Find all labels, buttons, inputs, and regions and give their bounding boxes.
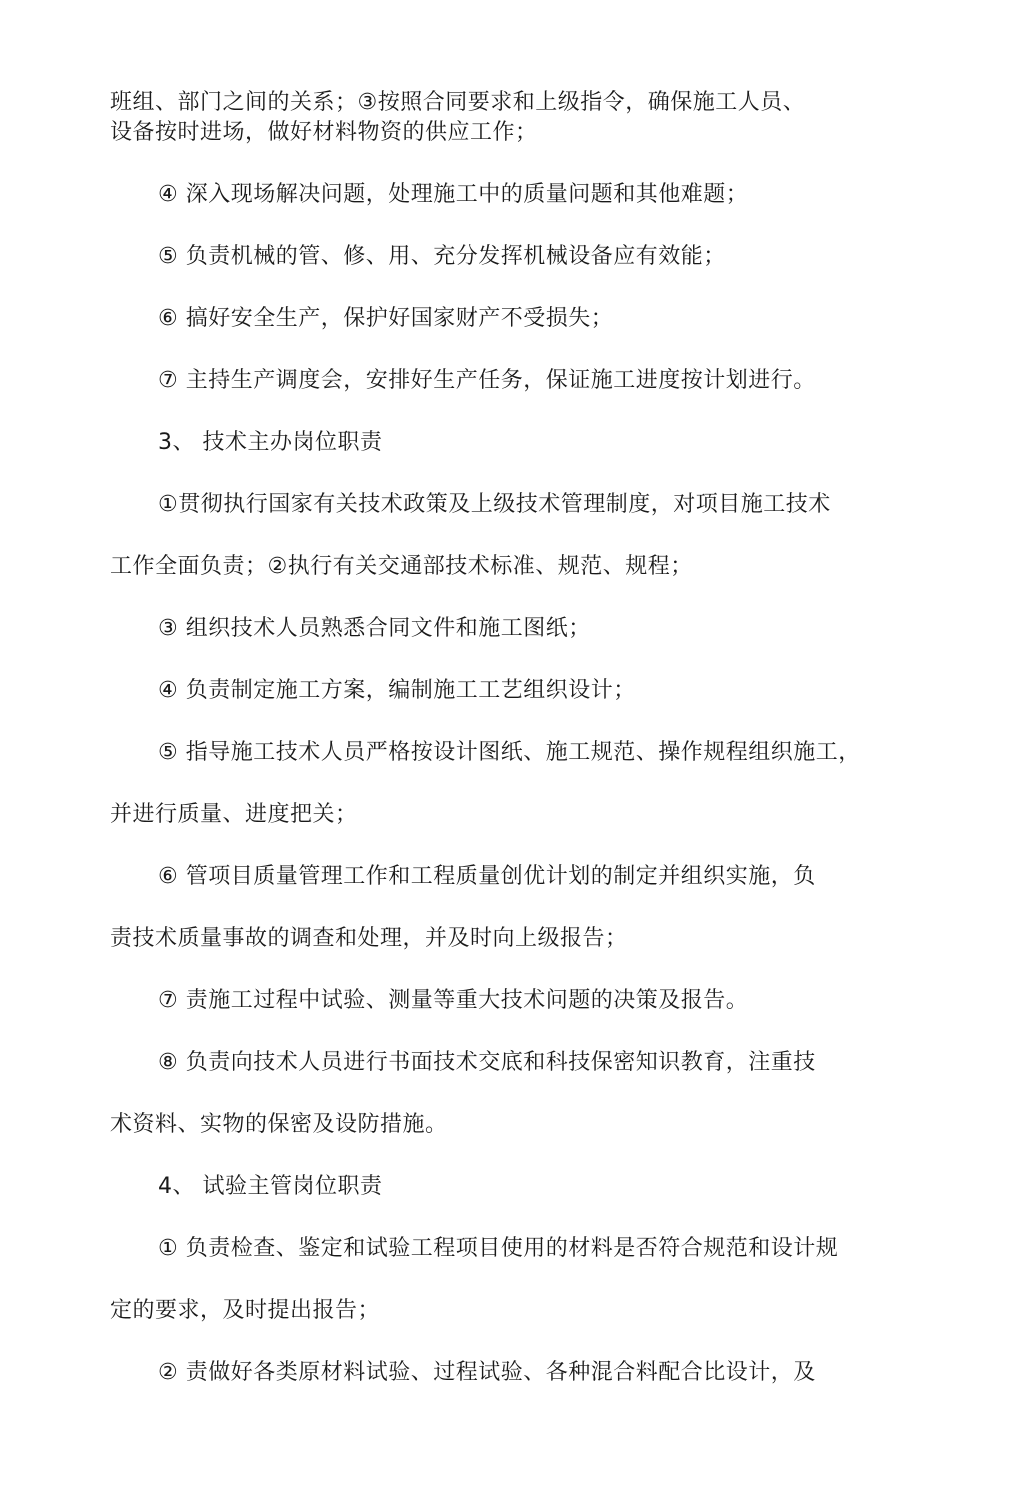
section-heading-4: 4、 试验主管岗位职责 <box>158 1174 383 1199</box>
list-item-4-1: ① 负责检查、鉴定和试验工程项目使用的材料是否符合规范和设计规 <box>158 1236 839 1261</box>
text-line-section3-1: ①贯彻执行国家有关技术政策及上级技术管理制度，对项目施工技术 <box>158 492 831 517</box>
list-item-7: ⑦ 主持生产调度会，安排好生产任务，保证施工进度按计划进行。 <box>158 368 816 393</box>
list-item-3-8: ⑧ 负责向技术人员进行书面技术交底和科技保密知识教育，注重技 <box>158 1050 816 1075</box>
list-item-3-5-cont: 并进行质量、进度把关； <box>110 802 358 827</box>
list-item-3-4: ④ 负责制定施工方案，编制施工工艺组织设计； <box>158 678 636 703</box>
list-item-3-7: ⑦ 责施工过程中试验、测量等重大技术问题的决策及报告。 <box>158 988 749 1013</box>
section-heading-3: 3、 技术主办岗位职责 <box>158 430 383 455</box>
list-item-4: ④ 深入现场解决问题，处理施工中的质量问题和其他难题； <box>158 182 749 207</box>
text-line-2: 设备按时进场，做好材料物资的供应工作； <box>110 120 538 145</box>
text-line-section3-2: 工作全面负责；②执行有关交通部技术标准、规范、规程； <box>110 554 693 579</box>
list-item-3-6-cont: 责技术质量事故的调查和处理，并及时向上级报告； <box>110 926 628 951</box>
list-item-6: ⑥ 搞好安全生产，保护好国家财产不受损失； <box>158 306 614 331</box>
text-line-1: 班组、部门之间的关系；③按照合同要求和上级指令，确保施工人员、 <box>110 90 806 115</box>
list-item-3-8-cont: 术资料、实物的保密及设防措施。 <box>110 1112 448 1137</box>
list-item-5: ⑤ 负责机械的管、修、用、充分发挥机械设备应有效能； <box>158 244 726 269</box>
list-item-3-5: ⑤ 指导施工技术人员严格按设计图纸、施工规范、操作规程组织施工， <box>158 740 861 765</box>
list-item-3-6: ⑥ 管项目质量管理工作和工程质量创优计划的制定并组织实施，负 <box>158 864 816 889</box>
list-item-4-1-cont: 定的要求，及时提出报告； <box>110 1298 381 1323</box>
list-item-3-3: ③ 组织技术人员熟悉合同文件和施工图纸； <box>158 616 591 641</box>
list-item-4-2: ② 责做好各类原材料试验、过程试验、各种混合料配合比设计，及 <box>158 1360 816 1385</box>
